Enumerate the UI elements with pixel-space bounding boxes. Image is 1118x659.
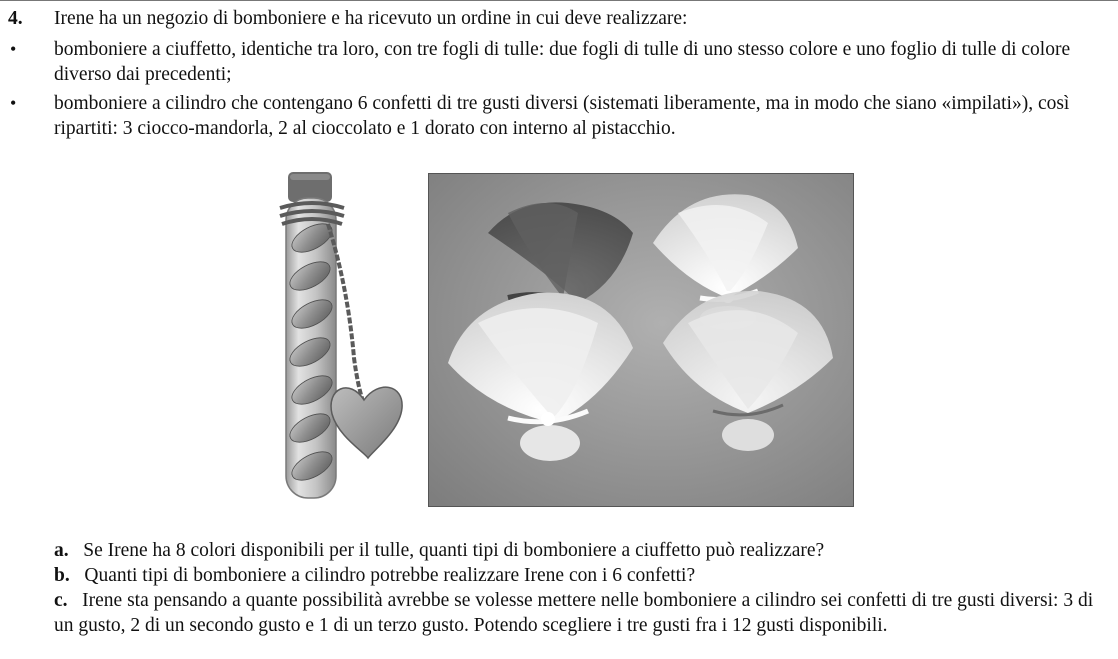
bullet-marker-2: • [10, 93, 17, 113]
bullet-marker-1: • [10, 39, 17, 59]
question-b [54, 563, 1104, 588]
tulle-bomboniere-photo [428, 173, 854, 507]
top-rule [0, 0, 1118, 1]
question-c-letter: c. [54, 590, 68, 611]
question-a-letter: a. [54, 540, 69, 561]
problem-intro: Irene ha un negozio di bomboniere e ha ricevuto un ordine in cui deve realizzare: [54, 8, 688, 29]
question-a-text: Se Irene ha 8 colori disponibili per il tulle, quanti tipi di bomboniere a ciuffetto può realizzare? [83, 540, 825, 561]
tube-bomboniera-photo [268, 168, 412, 508]
question-b-text: Quanti tipi di bomboniere a cilindro potrebbe realizzare Irene con i 6 confetti? [84, 565, 696, 586]
question-c-text: Irene sta pensando a quante possibilità avrebbe se volesse mettere nelle bomboniere a cilindro sei confetti di tre gusti diversi: 3 di un gusto, 2 di un secondo gusto e 1 di un terzo gusto. Potendo scegliere i tre gusti fra i 12 gusti disponibili. [54, 590, 1094, 636]
problem-number: 4. [8, 8, 23, 29]
question-b-letter: b. [54, 565, 70, 586]
bullet-cilindro: bomboniere a cilindro che contengano 6 confetti di tre gusti diversi (sistemati liberamente, ma in modo che siano «impilati»), così ripartiti: 3 ciocco-mandorla, 2 al cioccolato e 1 dorato con interno al pistacchio. [54, 93, 1070, 139]
bullet-ciuffetto: bomboniere a ciuffetto, identiche tra loro, con tre fogli di tulle: due fogli di tulle di uno stesso colore e uno foglio di tulle di colore diverso dai precedenti; [54, 39, 1071, 85]
question-a [54, 538, 1104, 563]
question-c [54, 588, 1106, 638]
